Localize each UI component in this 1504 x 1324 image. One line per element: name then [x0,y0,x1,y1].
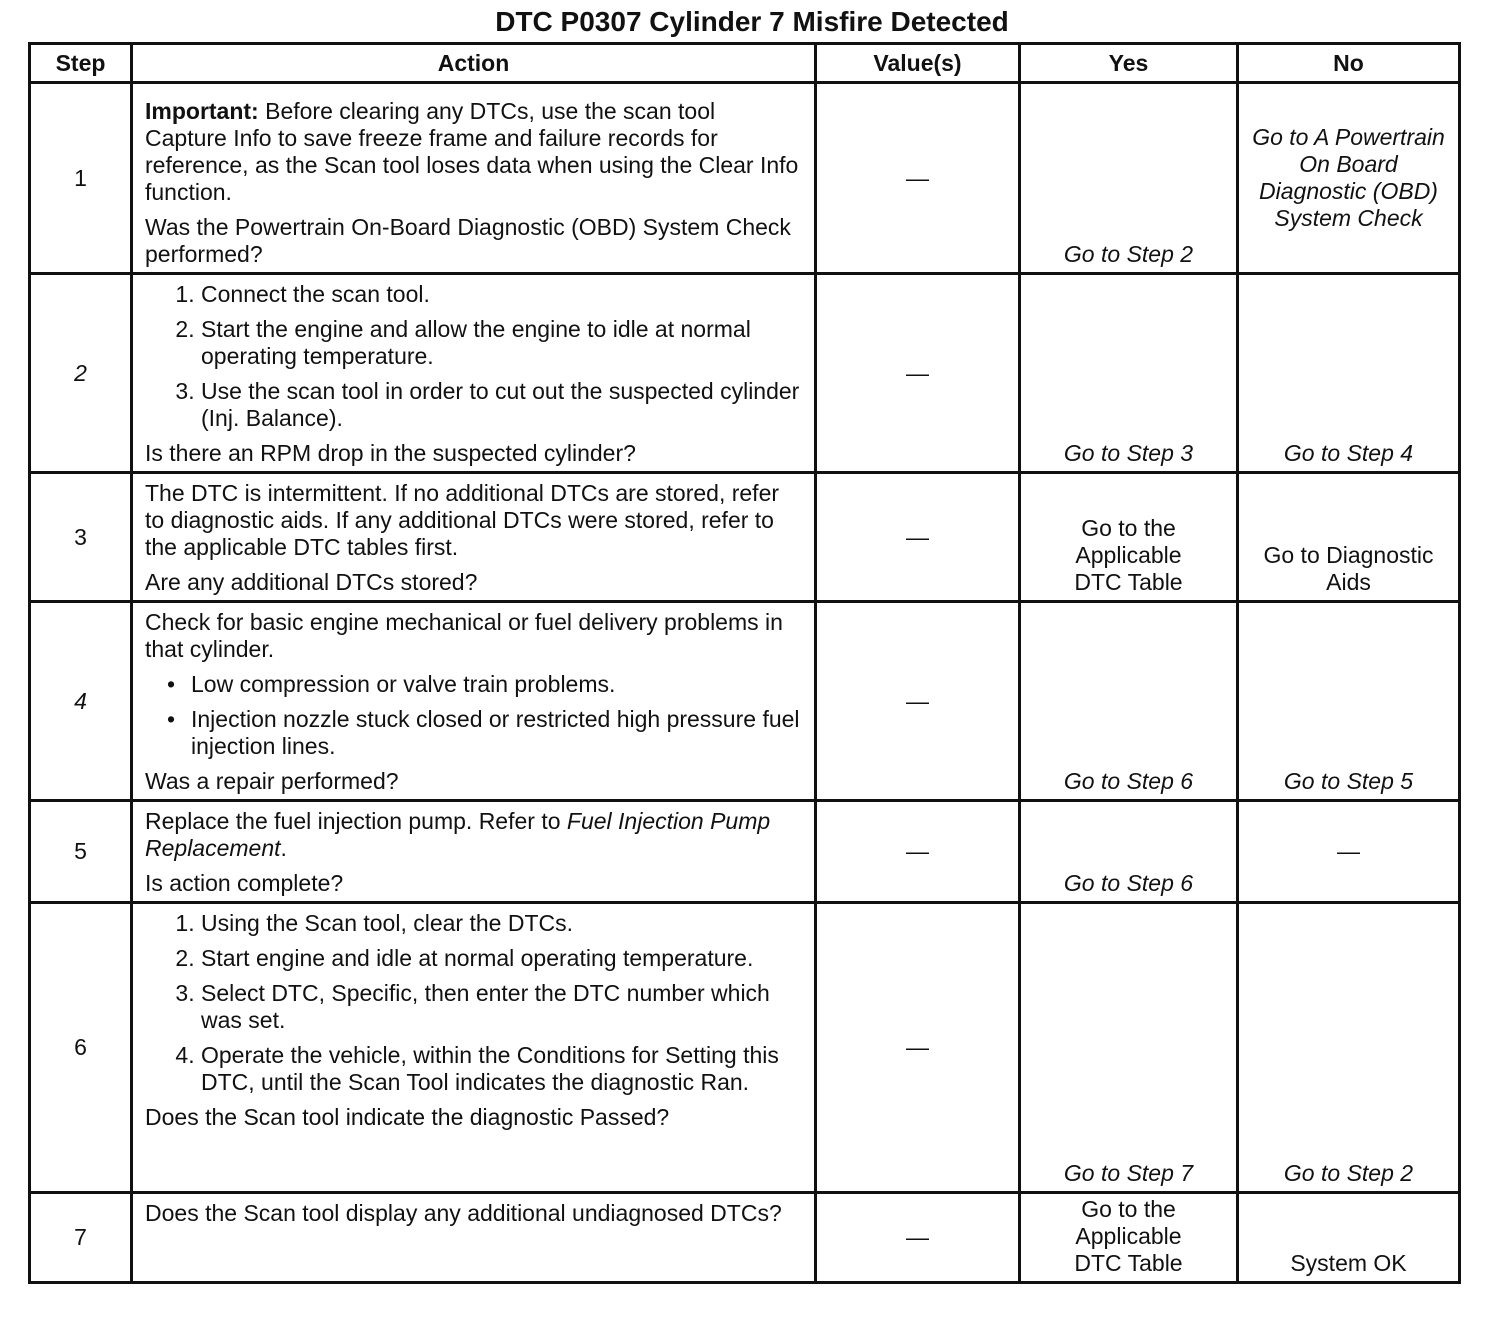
table-row [30,903,1460,1193]
action-cell [132,903,816,1193]
step-number: 7 [30,1193,132,1283]
action-text: Check for basic engine mechanical or fuel delivery problems in that cylinder. [145,609,783,662]
yes-cell: Go to Step 6 [1020,801,1238,903]
action-question: Is action complete? [145,870,344,896]
action-question: Does the Scan tool display any additional undiagnosed DTCs? [145,1200,782,1226]
action-question: Are any additional DTCs stored? [145,569,478,595]
no-cell: Go to Step 4 [1238,274,1460,473]
table-row [30,602,1460,801]
action-steps-list [145,910,802,1096]
table-row [30,83,1460,274]
action-cell [132,83,816,274]
table-row [30,473,1460,602]
table-row [30,274,1460,473]
value-cell: — [816,1193,1020,1283]
header-yes: Yes [1020,44,1238,83]
table-header-row [30,44,1460,83]
action-text [145,808,802,862]
value-cell: — [816,602,1020,801]
important-note [145,98,802,206]
value-cell: — [816,473,1020,602]
important-label: Important: [145,98,259,124]
yes-cell: Go to Step 7 [1020,903,1238,1193]
list-item: 1. Connect the scan tool. [201,281,802,308]
step-number: 5 [30,801,132,903]
no-cell: System OK [1238,1193,1460,1283]
action-bullets [145,671,802,760]
yes-cell: Go to Step 6 [1020,602,1238,801]
list-item: • Injection nozzle stuck closed or restricted high pressure fuel injection lines. [191,706,802,760]
header-values: Value(s) [816,44,1020,83]
list-item: 2. Start the engine and allow the engine to idle at normal operating temperature. [201,316,802,370]
action-question: Is there an RPM drop in the suspected cylinder? [145,440,636,466]
list-item: 3. Use the scan tool in order to cut out the suspected cylinder (Inj. Balance). [201,378,802,432]
important-text: Before clearing any DTCs, use the scan tool Capture Info to save freeze frame and failure records for reference, as the Scan tool loses data when using the Clear Info function. [145,98,799,205]
no-cell: — [1238,801,1460,903]
list-item: • Low compression or valve train problems. [191,671,802,698]
action-steps-list [145,281,802,432]
list-item: 1. Using the Scan tool, clear the DTCs. [201,910,802,937]
step-number: 2 [30,274,132,473]
action-text: The DTC is intermittent. If no additional DTCs are stored, refer to diagnostic aids. If any additional DTCs were stored, refer to the applicable DTC tables first. [145,480,780,560]
step-number: 3 [30,473,132,602]
value-cell: — [816,801,1020,903]
yes-cell: Go to the Applicable DTC Table [1020,473,1238,602]
step-number: 1 [30,83,132,274]
yes-cell: Go to Step 2 [1020,83,1238,274]
table-row [30,1193,1460,1283]
no-cell: Go to Step 2 [1238,903,1460,1193]
diagnostic-table [28,42,1461,1284]
action-question: Was the Powertrain On-Board Diagnostic (OBD) System Check performed? [145,214,791,267]
step-number: 4 [30,602,132,801]
list-item: 3. Select DTC, Specific, then enter the DTC number which was set. [201,980,802,1034]
value-cell: — [816,903,1020,1193]
reference-link-text: Fuel Injection Pump Replacement [145,808,771,861]
action-question: Does the Scan tool indicate the diagnostic Passed? [145,1104,670,1130]
header-step: Step [30,44,132,83]
action-text-after: . [280,835,287,861]
header-no: No [1238,44,1460,83]
action-cell [132,473,816,602]
value-cell: — [816,83,1020,274]
no-cell: Go to Diagnostic Aids [1238,473,1460,602]
list-item: 4. Operate the vehicle, within the Conditions for Setting this DTC, until the Scan Tool indicates the diagnostic Ran. [201,1042,802,1096]
value-cell: — [816,274,1020,473]
no-cell: Go to A Powertrain On Board Diagnostic (OBD) System Check [1238,83,1460,274]
page-title: DTC P0307 Cylinder 7 Misfire Detected [495,6,1009,37]
yes-cell: Go to the Applicable DTC Table [1020,1193,1238,1283]
table-row [30,801,1460,903]
action-cell [132,801,816,903]
action-cell [132,274,816,473]
list-item: 2. Start engine and idle at normal operating temperature. [201,945,802,972]
no-cell: Go to Step 5 [1238,602,1460,801]
yes-cell: Go to Step 3 [1020,274,1238,473]
action-question: Was a repair performed? [145,768,399,794]
action-cell [132,602,816,801]
action-text-before: Replace the fuel injection pump. Refer to [145,808,567,834]
step-number: 6 [30,903,132,1193]
header-action: Action [132,44,816,83]
action-cell [132,1193,816,1283]
